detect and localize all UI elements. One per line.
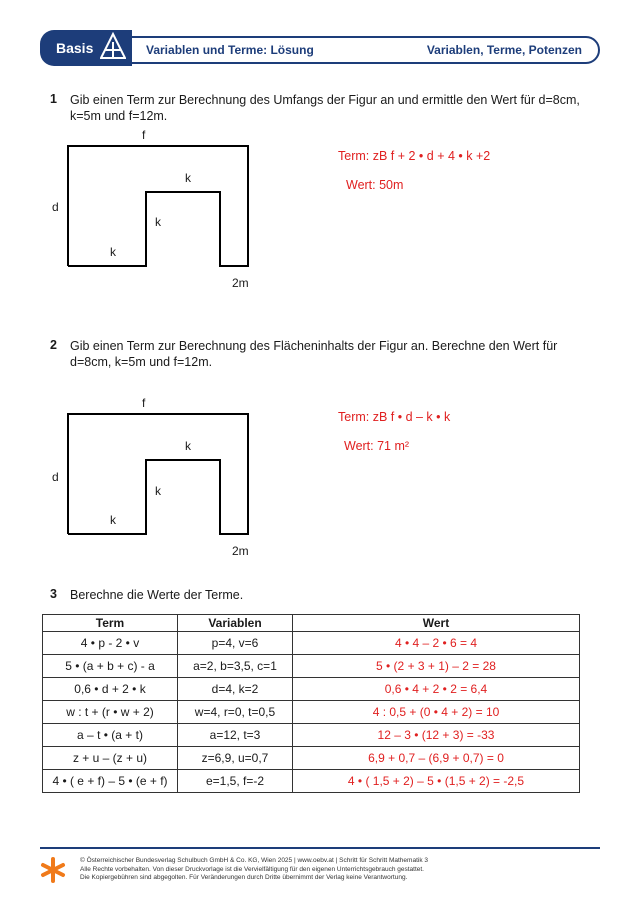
cell-value: 5 • (2 + 3 + 1) – 2 = 28: [293, 655, 580, 678]
triangle-icon: [100, 32, 126, 62]
cell-variables: p=4, v=6: [178, 632, 293, 655]
level-badge: [40, 30, 132, 66]
footer-line-1: © Österreichischer Bundesverlag Schulbuch GmbH & Co. KG, Wien 2025 | www.oebv.at | Schritt für Schritt Mathematik 3: [80, 857, 428, 864]
table-row: [43, 724, 580, 747]
cell-term: 4 • p - 2 • v: [43, 632, 178, 655]
table-row: [43, 655, 580, 678]
cell-term: a – t • (a + t): [43, 724, 178, 747]
header-term: Term: [43, 615, 178, 632]
figure-1-label-k-top: k: [185, 171, 191, 185]
table-header-row: [43, 615, 580, 632]
cell-value: 6,9 + 0,7 – (6,9 + 0,7) = 0: [293, 747, 580, 770]
publisher-logo-icon: [40, 856, 66, 884]
table-row: [43, 678, 580, 701]
cell-term: 5 • (a + b + c) - a: [43, 655, 178, 678]
cell-term: z + u – (z + u): [43, 747, 178, 770]
terms-table: [42, 614, 580, 793]
worksheet-title: Variablen und Terme: Lösung: [146, 43, 314, 57]
table-row: [43, 632, 580, 655]
cell-value: 4 : 0,5 + (0 • 4 + 2) = 10: [293, 701, 580, 724]
cell-value: 12 – 3 • (12 + 3) = -33: [293, 724, 580, 747]
task-3-text: Berechne die Werte der Terme.: [70, 588, 244, 602]
task-2-text: Gib einen Term zur Berechnung des Flächeninhalts der Figur an. Berechne den Wert für d=8cm, k=5m und f=12m.: [70, 339, 558, 369]
figure-1: [68, 145, 250, 269]
cell-term: 0,6 • d + 2 • k: [43, 678, 178, 701]
figure-2-label-f: f: [142, 396, 146, 410]
figure-2-label-k-top: k: [185, 439, 191, 453]
cell-value: 4 • ( 1,5 + 2) – 5 • (1,5 + 2) = -2,5: [293, 770, 580, 793]
table-row: [43, 701, 580, 724]
figure-2-label-k-bottom: k: [110, 513, 116, 527]
figure-1-label-d: d: [52, 200, 59, 214]
task-2-answer-value: Wert: 71 m²: [344, 439, 410, 453]
figure-1-label-k-mid: k: [155, 215, 161, 229]
cell-term: 4 • ( e + f) – 5 • (e + f): [43, 770, 178, 793]
footer-line-3: Die Kopiergebühren sind abgegolten. Für Veränderungen durch Dritte übernimmt der Verlag keine Verantwortung.: [80, 874, 408, 881]
cell-value: 0,6 • 4 + 2 • 2 = 6,4: [293, 678, 580, 701]
figure-2-label-2m: 2m: [232, 544, 249, 558]
cell-variables: w=4, r=0, t=0,5: [178, 701, 293, 724]
cell-value: 4 • 4 – 2 • 6 = 4: [293, 632, 580, 655]
table-row: [43, 747, 580, 770]
task-2-number: 2: [50, 338, 57, 352]
cell-variables: d=4, k=2: [178, 678, 293, 701]
table-row: [43, 770, 580, 793]
cell-variables: e=1,5, f=-2: [178, 770, 293, 793]
figure-2-label-k-mid: k: [155, 484, 161, 498]
figure-2: [68, 413, 250, 537]
header-variables: Variablen: [178, 615, 293, 632]
task-1-text: Gib einen Term zur Berechnung des Umfangs der Figur an und ermittle den Wert für d=8cm, k=5m und f=12m.: [70, 93, 580, 123]
page-header: [40, 36, 600, 64]
figure-1-label-f: f: [142, 128, 146, 142]
cell-term: w : t + (r • w + 2): [43, 701, 178, 724]
task-3-number: 3: [50, 587, 57, 601]
task-1-number: 1: [50, 92, 57, 106]
figure-1-label-2m: 2m: [232, 276, 249, 290]
task-1-answer-term: Term: zB f + 2 • d + 4 • k +2: [338, 149, 491, 163]
footer-divider: [40, 847, 600, 849]
figure-2-label-d: d: [52, 470, 59, 484]
footer-line-2: Alle Rechte vorbehalten. Von dieser Druckvorlage ist die Vervielfältigung für den eigenen Unterrichtsgebrauch gestattet.: [80, 865, 424, 873]
worksheet-topic: Variablen, Terme, Potenzen: [426, 43, 582, 57]
task-2-answer-term: Term: zB f • d – k • k: [338, 410, 451, 424]
task-1-answer-value: Wert: 50m: [346, 178, 404, 192]
level-badge-label: Basis: [56, 40, 94, 56]
cell-variables: z=6,9, u=0,7: [178, 747, 293, 770]
cell-variables: a=2, b=3,5, c=1: [178, 655, 293, 678]
cell-variables: a=12, t=3: [178, 724, 293, 747]
figure-1-label-k-bottom: k: [110, 245, 116, 259]
footer-copyright: [80, 857, 580, 883]
header-value: Wert: [293, 615, 580, 632]
